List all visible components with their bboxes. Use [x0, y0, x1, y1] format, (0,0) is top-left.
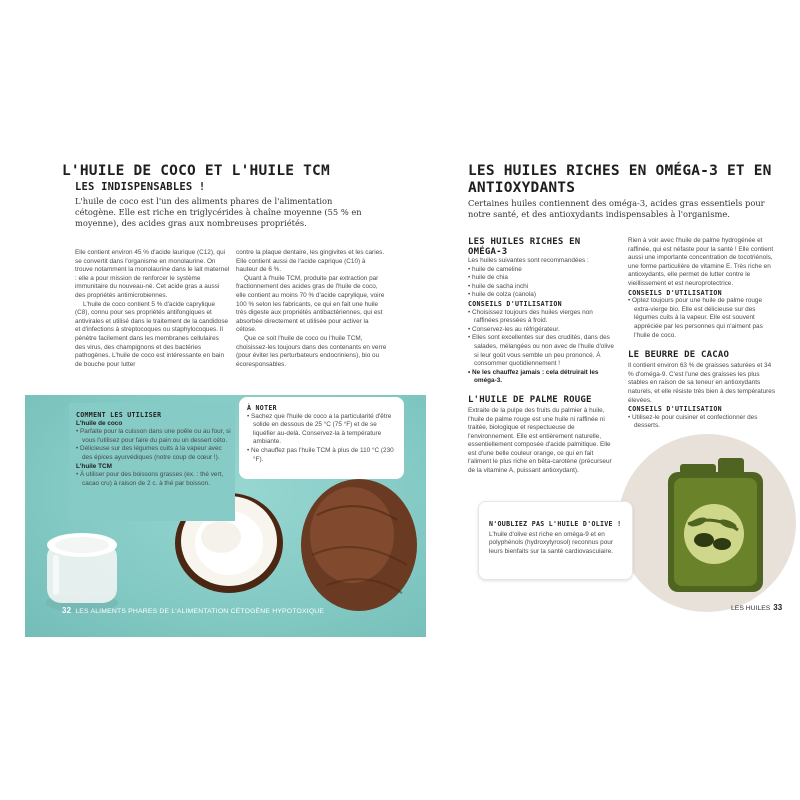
advice-item: • Choisissez toujours des huiles vierges non raffinées pressées à froid.: [468, 308, 593, 325]
usage-tcm-label: L'huile TCM: [76, 462, 112, 470]
list-item: • huile de cameline: [468, 265, 522, 273]
advice-title: CONSEILS D'UTILISATION: [628, 405, 722, 414]
note-item: • Ne chauffez pas l'huile TCM à plus de 110 °C (230 °F).: [247, 446, 394, 463]
running-title: LES ALIMENTS PHARES DE L'ALIMENTATION CÉTOGÈNE HYPOTOXIQUE: [75, 608, 325, 615]
right-page: [400, 0, 800, 800]
page-footer: [731, 603, 782, 612]
intro-paragraph: Certaines huiles contiennent des oméga-3, acides gras essentiels pour notre santé, et des antioxydants indispensables à l'organisme.: [468, 198, 765, 219]
warning-item: • Ne les chauffez jamais : cela détruirait les oméga-3.: [468, 368, 599, 385]
note-item: • Sachez que l'huile de coco a la particularité d'être solide en dessous de 25 °C (75 °F) et de se liquéfier au-delà. Conservez-la à température ambiante.: [247, 412, 392, 446]
cacao-paragraph: Il contient environ 63 % de graisses saturées et 34 % d'oméga-9. C'est l'une des graisses les plus stables en raison de sa teneur en antioxydants naturels, et elle résiste très bien à des températures élevées.: [628, 362, 776, 404]
coconut-oil-jar-image: [39, 515, 125, 615]
intro-paragraph: L'huile de coco est l'un des aliments phares de l'alimentation cétogène. Elle est riche en triglycérides à chaîne moyenne (55 % en moyenne), des acides gras aux nombreuses propriétés.: [75, 196, 362, 228]
callout-text: L'huile d'olive est riche en oméga-9 et en polyphénols (hydroxytyrosol) reconnus pour leurs bienfaits sur la santé cardiovasculaire.: [489, 530, 613, 555]
page-subtitle: LES INDISPENSABLES !: [75, 181, 206, 193]
usage-box: [69, 403, 235, 521]
page-title: L'HUILE DE COCO ET L'HUILE TCM: [62, 163, 330, 179]
advice-title: CONSEILS D'UTILISATION: [468, 299, 562, 308]
section-title-palm: L'HUILE DE PALME ROUGE: [468, 394, 592, 405]
usage-item: • À utiliser pour des boissons grasses (ex. : thé vert, cacao cru) à raison de 2 c. à thé par boisson.: [76, 471, 224, 487]
body-paragraph: contre la plaque dentaire, les gingivites et les caries. Elle contient aussi de l'acide caprique (C10) à hauteur de 6 %.: [236, 249, 385, 274]
usage-coco-label: L'huile de coco: [76, 419, 123, 427]
text-column-2: [236, 249, 388, 369]
text-column-1: [468, 237, 618, 476]
note-title: À NOTER: [247, 404, 277, 412]
olive-oil-callout: [478, 501, 633, 580]
advice-item: • Optez toujours pour une huile de palme rouge extra-vierge bio. Elle est délicieuse sur des légumes cuits à la vapeur. Elle est souvent appréciée par les personnes qui n'aiment pas l'huile de coco.: [628, 297, 763, 339]
usage-title: COMMENT LES UTILISER: [76, 411, 162, 419]
olive-oil-can-illustration: [618, 434, 796, 612]
usage-item: • Parfaite pour la cuisson dans une poêle ou au four, si vous l'utilisez pour faire du pain ou un dessert céto.: [76, 428, 231, 444]
advice-title: CONSEILS D'UTILISATION: [628, 288, 722, 297]
body-paragraph: Que ce soit l'huile de coco ou l'huile TCM, choisissez-les toujours dans des contenants en verre (pour éviter les perturbateurs endocriniens), bio ou écoresponsables.: [236, 334, 387, 368]
oil-can-icon: [618, 434, 796, 612]
coconut-photo: [25, 395, 426, 637]
body-paragraph: Elle contient environ 45 % d'acide laurique (C12), qui se convertit dans l'organisme en monolaurine. On trouve notamment la monolaurine dans le lait maternel : elle a pour mission de renforcer le système immunitaire du nouveau-né. Cet acide gras a aussi des propriétés antimicrobiennes.: [75, 249, 230, 299]
usage-item: • Délicieuse sur des légumes cuits à la vapeur avec des épices ayurvédiques (notre coup de cœur !).: [76, 445, 222, 461]
section-title-omega3: LES HUILES RICHES EN OMÉGA-3: [468, 237, 581, 257]
page-title: LES HUILES RICHES EN OMÉGA-3 ET EN ANTIOXYDANTS: [468, 163, 772, 196]
list-item: • huile de colza (canola): [468, 291, 536, 299]
advice-item: • Conservez-les au réfrigérateur.: [468, 325, 560, 333]
list-item: • huile de chia: [468, 274, 508, 282]
palm-paragraph: Extraite de la pulpe des fruits du palmier à huile, l'huile de palme rouge est une huile ni raffinée ni traitée, biologique et respectueuse de l'environnement. Elle est entièrement naturelle, essentiellement composée d'acide palmitique. Elle est d'une belle couleur orange, ce qui en fait l'aliment le plus riche en bêta-carotène (précurseur de la vitamine A, puissant antioxydant).: [468, 406, 612, 475]
palm-continued-paragraph: Rien à voir avec l'huile de palme hydrogénée et raffinée, qui est néfaste pour la santé ! Elle contient aussi une importante concentration de tocotriénols, une forme particulière de vitamine E. Très riche en antioxydants, elle permet de lutter contre le vieillissement et est neuroprotectrice.: [628, 237, 774, 287]
text-column-1: [75, 249, 230, 369]
callout-title: N'OUBLIEZ PAS L'HUILE D'OLIVE !: [489, 520, 622, 528]
running-title: LES HUILES: [731, 605, 771, 612]
list-item: • huile de sacha inchi: [468, 282, 529, 290]
section-title-cacao: LE BEURRE DE CACAO: [628, 350, 730, 361]
advice-item: • Elles sont excellentes sur des crudités, dans des salades, mélangées ou non avec de l'huile d'olive si leur goût vous semble un peu prononcé. À consommer quotidiennement !: [468, 334, 614, 368]
page-number: 32: [62, 606, 72, 615]
advice-item: • Utilisez-le pour cuisiner et confectionner des desserts.: [628, 413, 758, 430]
page-number: 33: [773, 603, 783, 612]
body-paragraph: L'huile de coco contient 5 % d'acide caprylique (C8), connu pour ses propriétés antifongiques et antivirales et utilisé dans le traitement de la candidose et d'infections à streptocoques ou staphylocoques. Il pénètre facilement dans les membranes cellulaires des virus, des champignons et des bactéries pathogènes. L'huile de coco est intéressante en bain de bouche pour lutter: [75, 300, 229, 368]
omega3-lead: Les huiles suivantes sont recommandées :: [468, 257, 589, 264]
page-footer: [62, 606, 324, 615]
text-column-2: [628, 237, 778, 431]
note-box: [239, 397, 404, 479]
body-paragraph: Quant à l'huile TCM, produite par extraction par fractionnement des acides gras de l'huile de coco, elle contient au moins 70 % d'acide caprylique, voire 100 % selon les fabricants, ce qui en fait une huile très digeste aux propriétés antibactériennes, qui est absorbée directement et utilisée pour activer la cétose.: [236, 274, 385, 334]
